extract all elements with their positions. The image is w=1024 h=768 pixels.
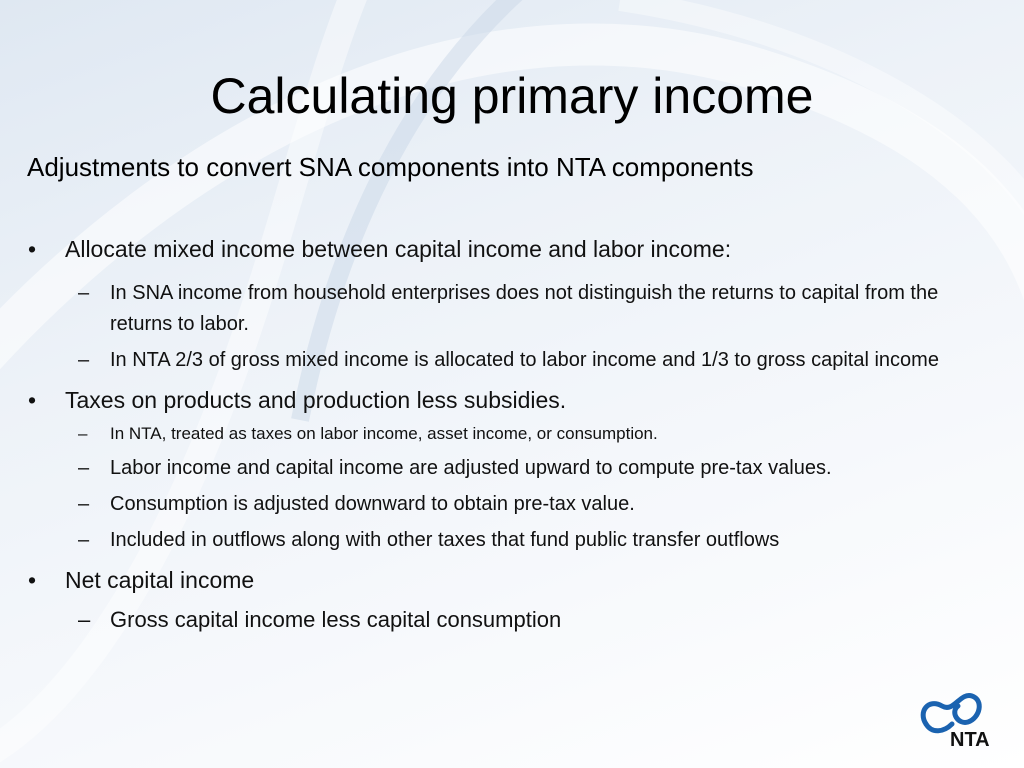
slide-subtitle: Adjustments to convert SNA components into NTA components	[27, 152, 754, 182]
bullet-marker: •	[28, 387, 37, 413]
sub-bullet-item	[0, 423, 1000, 445]
sub-bullet-text: In SNA income from household enterprises does not distinguish the returns to capital from the returns to labor.	[110, 282, 939, 335]
bullet-item	[0, 234, 1000, 264]
sub-bullet-marker: –	[78, 529, 90, 551]
bullet-item	[0, 385, 1000, 415]
sub-bullet-marker: –	[78, 493, 90, 515]
sub-bullet-text: In NTA, treated as taxes on labor income, asset income, or consumption.	[110, 424, 658, 443]
sub-bullet-item	[0, 525, 1000, 556]
sub-bullet-text: Included in outflows along with other taxes that fund public transfer outflows	[110, 529, 780, 551]
bullet-item	[0, 565, 1000, 595]
sub-bullet-item	[0, 453, 1000, 484]
sub-bullet-marker: –	[78, 424, 88, 443]
sub-bullet-text: In NTA 2/3 of gross mixed income is allocated to labor income and 1/3 to gross capital income	[110, 349, 939, 371]
sub-bullet-marker: –	[78, 457, 90, 479]
bullet-text: Allocate mixed income between capital income and labor income:	[65, 236, 732, 262]
nta-logo	[914, 682, 1004, 752]
nta-logo-icon	[914, 682, 1004, 752]
sub-bullet-item	[0, 278, 1000, 340]
bullet-list	[0, 234, 1000, 636]
sub-bullet-text: Gross capital income less capital consumption	[110, 607, 562, 632]
bullet-text: Taxes on products and production less subsidies.	[65, 387, 567, 413]
sub-bullet-marker: –	[78, 349, 90, 371]
sub-bullet-item	[0, 345, 1000, 376]
sub-bullet-item	[0, 489, 1000, 520]
bullet-text: Net capital income	[65, 567, 255, 593]
bullet-marker: •	[28, 236, 37, 262]
bullet-marker: •	[28, 567, 37, 593]
slide-title: Calculating primary income	[210, 68, 814, 124]
sub-bullet-text: Consumption is adjusted downward to obtain pre-tax value.	[110, 493, 635, 515]
logo-text: NTA	[950, 729, 990, 751]
sub-bullet-marker: –	[78, 607, 91, 632]
sub-bullet-item	[0, 604, 1000, 636]
sub-bullet-text: Labor income and capital income are adjusted upward to compute pre-tax values.	[110, 457, 832, 479]
sub-bullet-marker: –	[78, 282, 90, 304]
